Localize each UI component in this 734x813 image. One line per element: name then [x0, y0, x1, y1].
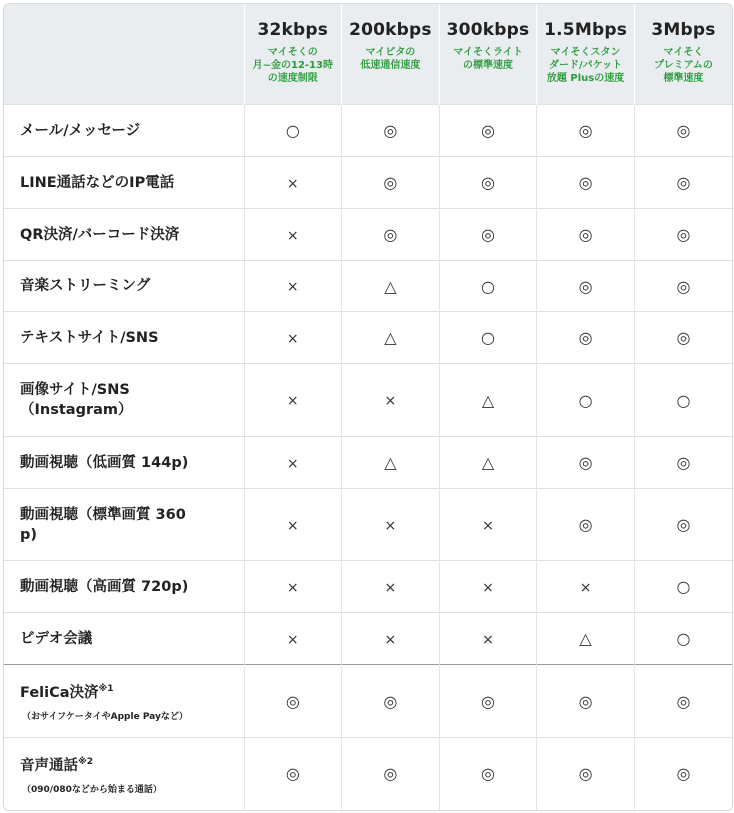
rating-symbol: ◎ [383, 225, 398, 244]
desc-line: 月~金の12-13時 [252, 60, 333, 71]
rating-symbol: × [286, 579, 299, 596]
rating-symbol: ○ [285, 121, 300, 140]
table-row [4, 364, 732, 437]
desc-line: 低速通信速度 [360, 60, 421, 71]
rating-cell [439, 364, 537, 437]
rating-symbol: ◎ [578, 515, 593, 534]
rating-cell [342, 312, 440, 364]
rating-symbol: × [384, 579, 397, 596]
rating-symbol: ◎ [481, 121, 495, 140]
rating-cell [537, 209, 635, 261]
rating-cell [342, 364, 440, 437]
row-label: メール/メッセージ [20, 122, 141, 139]
rating-cell [634, 261, 732, 312]
table-body [4, 105, 732, 810]
rating-cell [439, 312, 537, 364]
rating-cell [342, 209, 440, 261]
rating-symbol: × [384, 631, 397, 648]
rating-symbol: ◎ [481, 173, 495, 192]
rating-symbol: × [384, 393, 397, 409]
column-speed: 32kbps [257, 20, 329, 40]
rating-symbol: ◎ [383, 764, 398, 784]
desc-line: 放題 Plusの速度 [546, 73, 625, 84]
rating-cell [342, 105, 440, 157]
column-description [537, 46, 634, 85]
rating-cell [634, 489, 732, 561]
row-label: 音声通話 [20, 757, 78, 774]
row-label-cell [4, 561, 244, 613]
rating-symbol: ○ [676, 390, 691, 410]
rating-symbol: × [286, 330, 299, 347]
rating-symbol: ◎ [481, 691, 495, 711]
rating-cell [537, 738, 635, 810]
table-row [4, 157, 732, 209]
rating-symbol: △ [384, 328, 397, 347]
rating-cell [439, 209, 537, 261]
column-description [245, 46, 342, 85]
rating-symbol: ◎ [676, 453, 691, 472]
rating-cell [634, 613, 732, 665]
rating-symbol: ◎ [383, 691, 398, 711]
rating-symbol: ◎ [285, 764, 300, 784]
rating-cell [244, 312, 342, 364]
rating-symbol: × [482, 579, 494, 596]
rating-cell [634, 105, 732, 157]
rating-symbol: ○ [676, 629, 691, 648]
rating-cell [244, 364, 342, 437]
speed-comparison-table-container [3, 3, 733, 811]
rating-cell [342, 665, 440, 738]
desc-line: マイそく [663, 47, 704, 58]
rating-cell [342, 261, 440, 312]
rating-cell [439, 261, 537, 312]
rating-cell [439, 105, 537, 157]
speed-comparison-table [4, 4, 732, 810]
rating-symbol: ◎ [285, 691, 300, 711]
row-label-cell [4, 437, 244, 489]
rating-cell [537, 105, 635, 157]
rating-symbol: × [482, 631, 494, 648]
rating-cell [342, 489, 440, 561]
rating-cell [244, 489, 342, 561]
rating-cell [537, 613, 635, 665]
row-label: 音楽ストリーミング [20, 278, 151, 294]
column-speed: 3Mbps [651, 20, 716, 40]
rating-symbol: × [286, 227, 299, 244]
column-speed: 200kbps [349, 20, 432, 40]
rating-symbol: ◎ [578, 328, 593, 347]
rating-symbol: △ [384, 276, 397, 296]
rating-cell [244, 209, 342, 261]
rating-cell [439, 437, 537, 489]
row-label: 画像サイト/SNS [20, 382, 130, 398]
row-label: LINE通話などのIP電話 [20, 174, 175, 191]
row-label: QR決済/バーコード決済 [20, 226, 180, 243]
rating-symbol: × [286, 517, 299, 534]
table-header [4, 4, 732, 105]
row-label: 動画視聴（標準画質 360 [20, 506, 186, 523]
rating-symbol: ◎ [676, 764, 691, 784]
rating-symbol: ◎ [578, 764, 593, 784]
rating-symbol: × [286, 393, 299, 409]
desc-line: の標準速度 [462, 60, 513, 71]
desc-line: ダード/パケット [549, 60, 623, 71]
rating-cell [634, 364, 732, 437]
rating-symbol: × [579, 579, 592, 596]
rating-cell [537, 157, 635, 209]
rating-cell [634, 157, 732, 209]
footnote-mark: ※2 [78, 756, 94, 767]
rating-cell [244, 157, 342, 209]
rating-cell [634, 312, 732, 364]
rating-cell [244, 738, 342, 810]
rating-symbol: ◎ [481, 225, 495, 244]
rating-symbol: ◎ [676, 276, 691, 296]
footnote-mark: ※1 [98, 684, 114, 694]
column-description [635, 46, 732, 85]
rating-symbol: × [286, 455, 299, 472]
column-speed: 1.5Mbps [544, 20, 628, 40]
rating-symbol: × [482, 517, 494, 534]
rating-cell [439, 613, 537, 665]
rating-symbol: ◎ [676, 173, 691, 192]
row-label-cell [4, 613, 244, 665]
column-header-200kbps [342, 4, 440, 105]
column-speed: 300kbps [446, 20, 530, 40]
rating-cell [537, 312, 635, 364]
rating-symbol: ◎ [578, 121, 593, 140]
rating-symbol: ◎ [383, 121, 398, 140]
row-note: （おサイフケータイやApple Payなど） [22, 712, 188, 722]
row-label-cell [4, 261, 244, 312]
rating-symbol: ◎ [676, 225, 691, 244]
column-header-1-5mbps [537, 4, 635, 105]
rating-symbol: ◎ [578, 173, 593, 192]
table-row [4, 312, 732, 364]
rating-cell [439, 665, 537, 738]
rating-symbol: ◎ [578, 691, 593, 711]
column-description [440, 46, 537, 72]
rating-symbol: △ [384, 453, 397, 472]
rating-symbol: ○ [481, 276, 495, 296]
rating-cell [439, 738, 537, 810]
rating-symbol: △ [579, 629, 592, 648]
rating-cell [634, 738, 732, 810]
rating-cell [244, 665, 342, 738]
rating-symbol: ◎ [676, 515, 691, 534]
rating-cell [342, 561, 440, 613]
rating-symbol: ○ [481, 328, 495, 347]
header-corner-cell [4, 4, 244, 105]
rating-cell [244, 613, 342, 665]
desc-line: マイそくスタン [550, 47, 621, 58]
rating-cell [342, 738, 440, 810]
rating-symbol: × [286, 175, 299, 192]
rating-cell [537, 489, 635, 561]
column-header-3mbps [634, 4, 732, 105]
rating-symbol: △ [481, 453, 495, 472]
rating-symbol: △ [481, 390, 495, 410]
column-header-32kbps [244, 4, 342, 105]
row-label-cell [4, 738, 244, 810]
row-label-cell [4, 489, 244, 561]
table-row [4, 613, 732, 665]
table-row [4, 209, 732, 261]
rating-cell [244, 561, 342, 613]
column-description [342, 46, 439, 72]
rating-cell [439, 157, 537, 209]
row-label: ビデオ会議 [20, 630, 93, 647]
rating-cell [634, 561, 732, 613]
rating-symbol: ◎ [481, 764, 495, 784]
rating-cell [244, 261, 342, 312]
row-label: FeliCa決済 [20, 685, 99, 701]
row-label-cell [4, 364, 244, 437]
desc-line: マイピタの [365, 47, 416, 58]
desc-line: 標準速度 [663, 73, 704, 84]
row-label: テキストサイト/SNS [20, 329, 159, 346]
table-row [4, 105, 732, 157]
rating-cell [537, 364, 635, 437]
rating-symbol: × [286, 631, 299, 648]
rating-cell [342, 613, 440, 665]
rating-cell [537, 665, 635, 738]
row-label: 動画視聴（低画質 144p) [20, 454, 189, 471]
desc-line: マイそくライト [453, 47, 523, 58]
rating-cell [634, 665, 732, 738]
row-label-continued: （Instagram） [20, 402, 133, 418]
rating-cell [342, 157, 440, 209]
row-note: （090/080などから始まる通話） [22, 784, 162, 795]
rating-cell [634, 437, 732, 489]
rating-cell [342, 437, 440, 489]
rating-cell [537, 561, 635, 613]
desc-line: マイそくの [267, 47, 318, 58]
rating-cell [537, 261, 635, 312]
rating-cell [634, 209, 732, 261]
row-label: 動画視聴（高画質 720p) [20, 578, 189, 595]
rating-symbol: ◎ [676, 328, 691, 347]
row-label-cell [4, 157, 244, 209]
table-row [4, 261, 732, 312]
rating-cell [439, 561, 537, 613]
rating-cell [439, 489, 537, 561]
row-label-continued: p) [20, 526, 38, 543]
rating-symbol: ◎ [578, 276, 593, 296]
rating-symbol: ◎ [578, 225, 593, 244]
table-row [4, 665, 732, 738]
table-row [4, 489, 732, 561]
rating-cell [244, 105, 342, 157]
rating-symbol: ◎ [383, 173, 398, 192]
rating-symbol: × [384, 517, 397, 534]
table-row [4, 561, 732, 613]
rating-cell [244, 437, 342, 489]
row-label-cell [4, 665, 244, 738]
rating-cell [537, 437, 635, 489]
column-header-300kbps [439, 4, 537, 105]
rating-symbol: ○ [676, 577, 691, 596]
rating-symbol: ◎ [676, 121, 691, 140]
rating-symbol: ◎ [676, 691, 691, 711]
rating-symbol: ○ [578, 390, 593, 410]
rating-symbol: × [286, 279, 299, 295]
rating-symbol: ◎ [578, 453, 593, 472]
row-label-cell [4, 105, 244, 157]
table-row [4, 437, 732, 489]
table-row [4, 738, 732, 810]
desc-line: の速度制限 [267, 73, 318, 84]
desc-line: プレミアムの [653, 60, 713, 71]
row-label-cell [4, 209, 244, 261]
row-label-cell [4, 312, 244, 364]
